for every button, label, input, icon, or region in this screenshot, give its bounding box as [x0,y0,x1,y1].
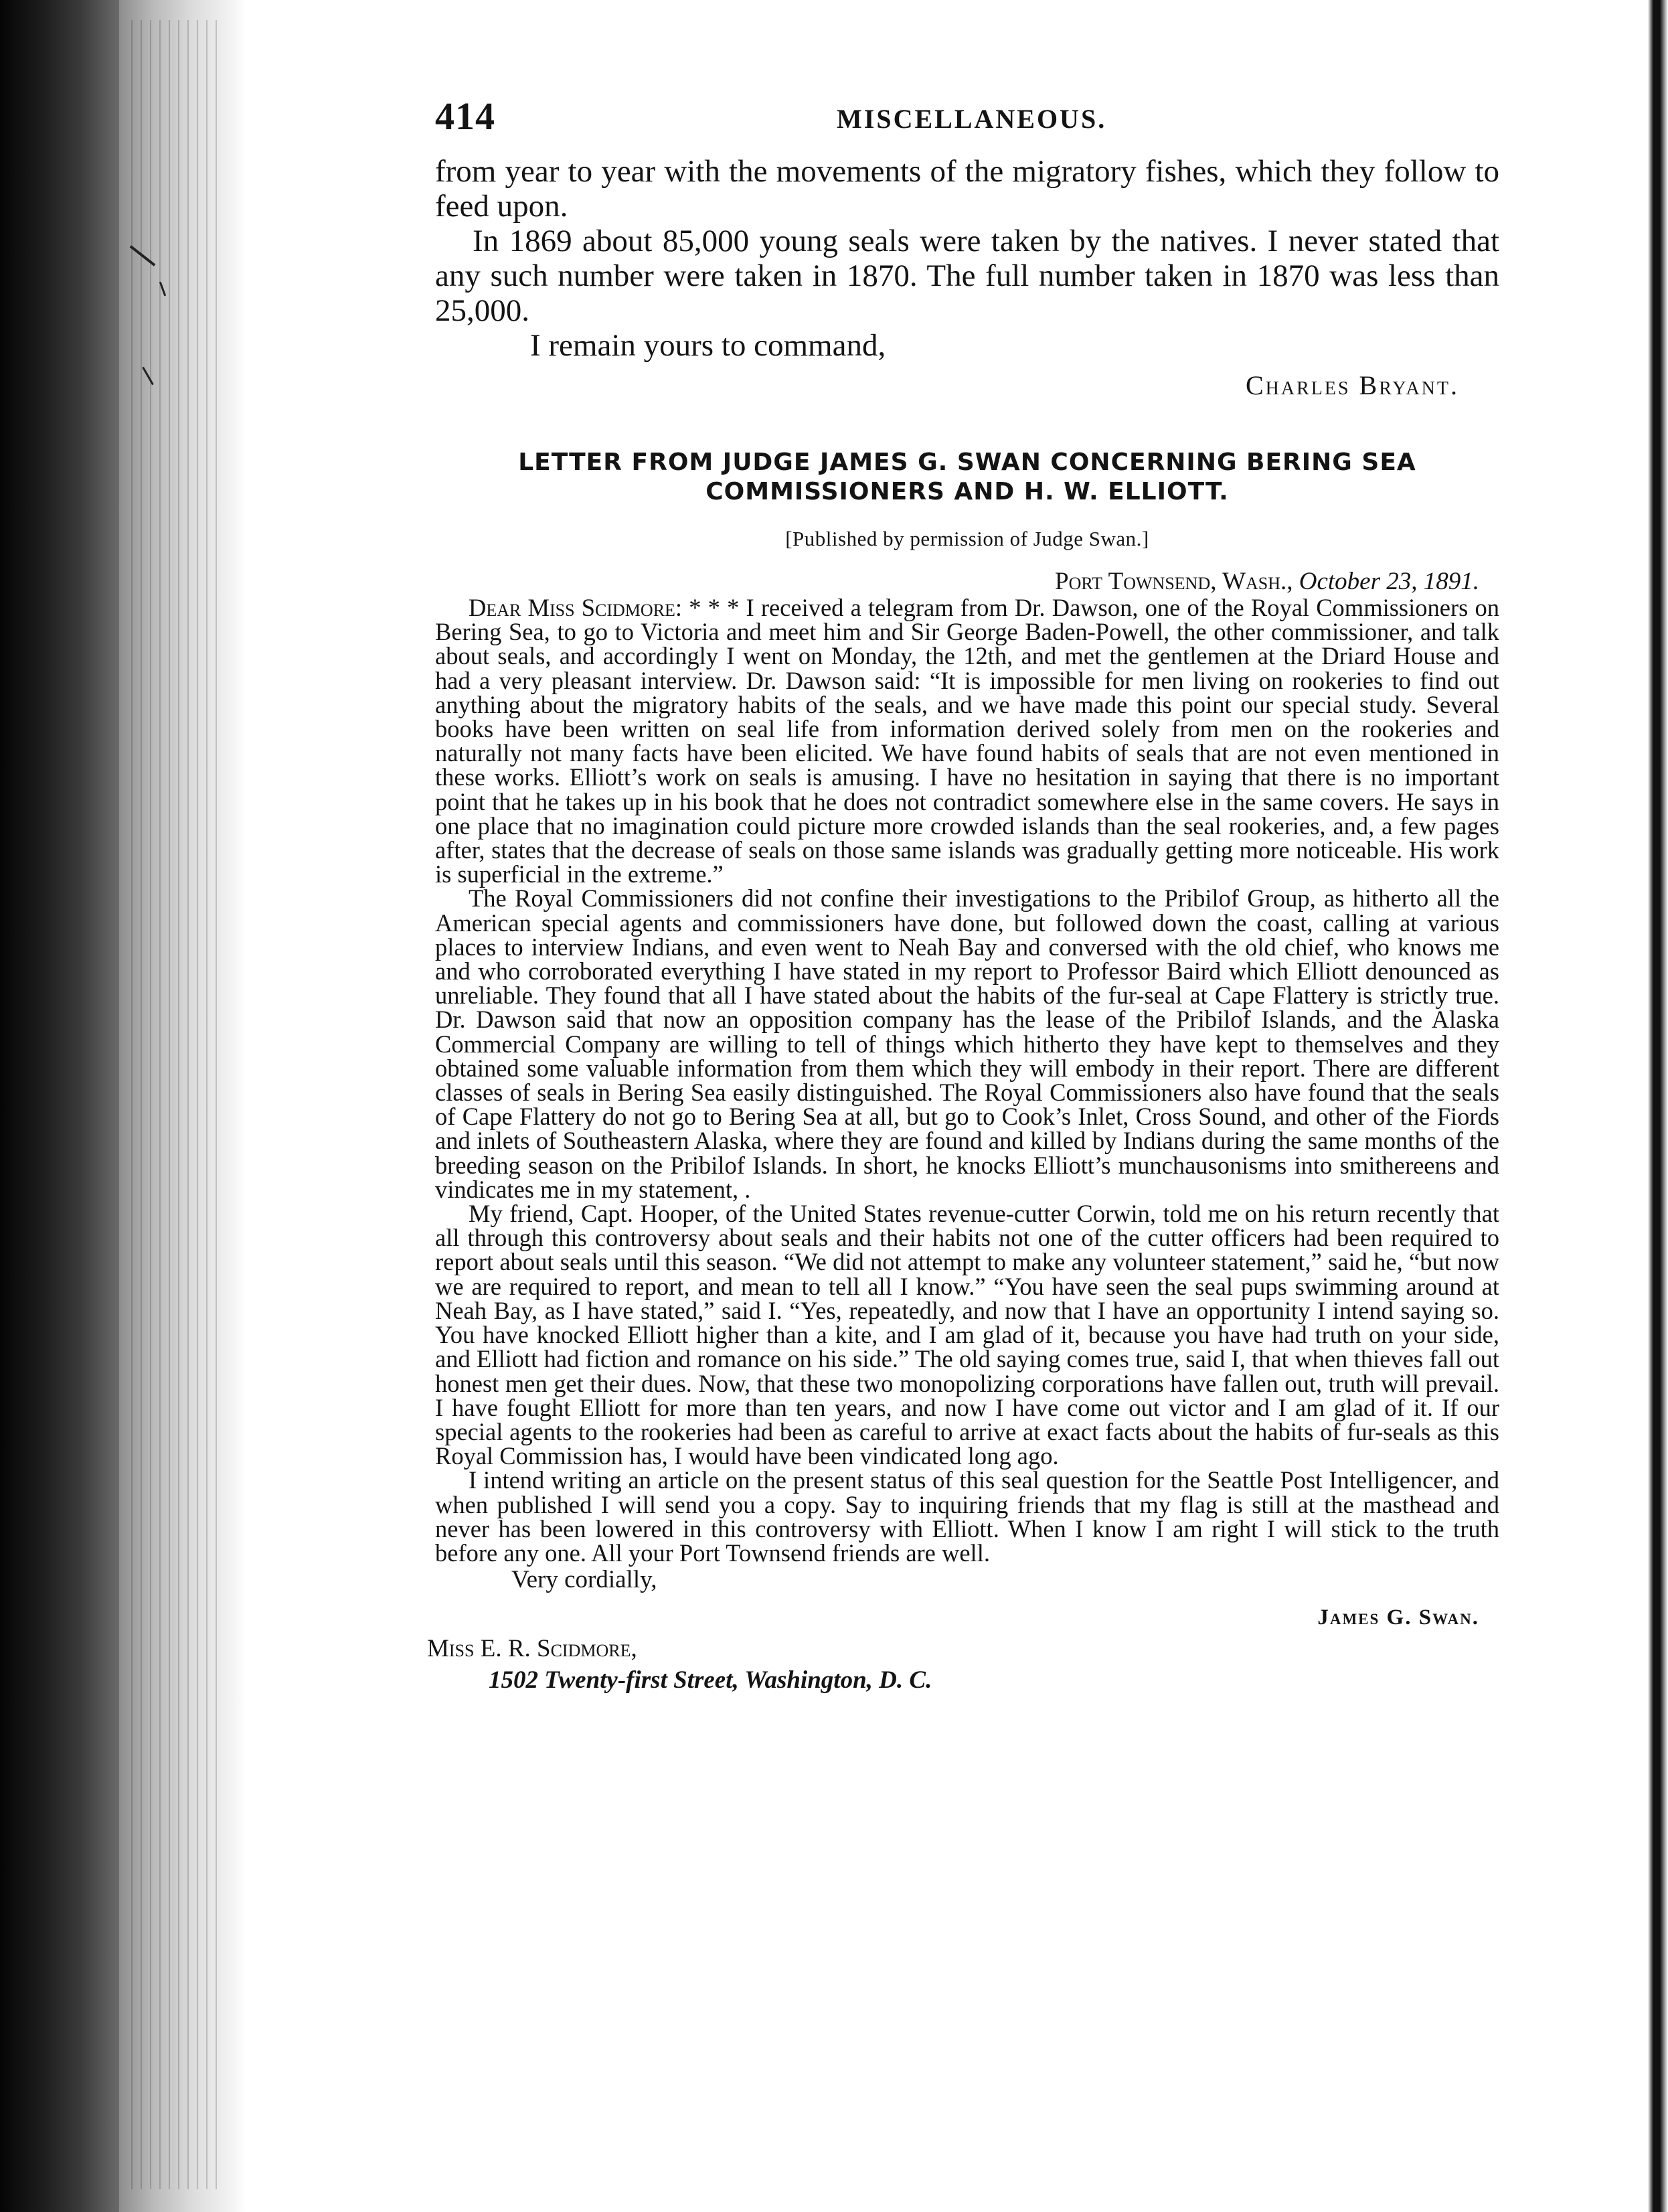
dateline-place: Port Townsend, Wash., [1055,568,1293,595]
bryant-signature: Charles Bryant. [1245,370,1459,400]
published-note: [Published by permission of Judge Swan.] [785,527,1149,550]
letter-paragraph: My friend, Capt. Hooper, of the United States revenue-cutter Corwin, told me on his return recently that all through this controversy about seals and their habits not one of the cutter officers had been required to report about seals until this season. “We did not attempt to make any volunteer statement,” said he, “but now we are required to report, and mean to tell all I know.” “You have seen the seal pups swimming around at Neah Bay, as I have stated,” said I. “Yes, repeatedly, and now that I have an opportunity I intend saying so. You have knocked Elliott higher than a kite, and I am glad of it, because you have had truth on your side, and Elliott had fiction and romance on his side.” The old saying comes true, said I, that when thieves fall out honest men get their dues. Now, that these two monopolizing corporations have fallen out, truth will prevail. I have fought Elliott for more than ten years, and now I have come out victor and I am glad of it. If our special agents to the rookeries had been as careful to arrive at exact facts about the habits of fur-seals as this Royal Commission has, I would have been vindicated long ago. [435,1200,1499,1470]
bryant-closing: I remain yours to command, [530,328,886,363]
bryant-paragraph: from year to year with the movements of the migratory fishes, which they follow to feed upon. [435,154,1499,224]
headline-line: LETTER FROM JUDGE JAMES G. SWAN CONCERNING BERING SEA [518,449,1416,476]
page-edge-lines [131,20,225,2189]
dateline [435,567,1479,596]
salutation: Dear Miss Scidmore: [469,594,683,621]
page-number: 414 [435,94,495,138]
letter-closing: Very cordially, [511,1566,657,1594]
swan-signature: James G. Swan. [1317,1605,1479,1630]
page-content [427,94,1500,1694]
book-binding-shadow [0,0,119,2212]
bryant-paragraph: In 1869 about 85,000 young seals were taken by the natives. I never stated that any such number were taken in 1870. The full number taken in 1870 was less than 25,000. [435,224,1499,328]
paragraph-text: * * * I received a telegram from Dr. Dawson, one of the Royal Commissioners on Bering Sea, to go to Victoria and meet him and Sir George Baden-Powell, the other commissioner, and talk about seals, and accordingly I went on Monday, the 12th, and met the gentlemen at the Driard House and had a very pleasant interview. Dr. Dawson said: “It is impossible for men living on rookeries to find out anything about the migratory habits of the seals, and we have made this point our special study. Several books have been written on seal life from information derived solely from men on the rookeries and naturally not many facts have been elicited. We have found habits of seals that are not even mentioned in these works. Elliott’s work on seals is amusing. I have no hesitation in saying that there is no important point that he takes up in his book that he does not contradict somewhere else in the same covers. He says in one place that no imagination could picture more crowded islands than the seal rookeries, and, a few pages after, states that the decrease of seals on those same islands was gradually getting more noticeable. His work is superficial in the extreme.” [435,594,1500,888]
addressee: Miss E. R. Scidmore, [427,1635,637,1663]
running-title: MISCELLANEOUS. [837,104,1107,134]
letter-headline [435,448,1499,507]
letter-paragraph: I intend writing an article on the present status of this seal question for the Seattle Post Intelligencer, and when published I will send you a copy. Say to inquiring friends that my flag is still at the masthead and never has been lowered in this controversy with Elliott. When I know I am right I will stick to the truth before any one. All your Port Townsend friends are well. [435,1466,1499,1567]
letter-paragraph: The Royal Commissioners did not confine their investigations to the Pribilof Group, as hitherto all the American special agents and commissioners have done, but followed down the coast, calling at various places to interview Indians, and even went to Neah Bay and conversed with the old chief, who knows me and who corroborated everything I have stated in my report to Professor Baird which Elliott denounced as unreliable. They found that all I have stated about the habits of the fur-seal at Cape Flattery is strictly true. Dr. Dawson said that now an opposition company has the lease of the Pribilof Islands, and the Alaska Commercial Company are willing to tell of things which hitherto they have kept to themselves and they obtained some valuable information from them which they will embody in their report. There are different classes of seals in Bering Sea easily distinguished. The Royal Commissioners also have found that the seals of Cape Flattery do not go to Bering Sea at all, but go to Cook’s Inlet, Cross Sound, and other of the Fiords and inlets of Southeastern Alaska, where they are found and killed by Indians during the same months of the breeding season on the Pribilof Islands. In short, he knocks Elliott’s munchausonisms into smithereens and vindicates me in my statement, . [435,884,1499,1203]
headline-line: COMMISSIONERS AND H. W. ELLIOTT. [705,478,1229,505]
address: 1502 Twenty-first Street, Washington, D. C. [489,1666,932,1694]
page-border-rule [1648,0,1668,2212]
letter-body [435,596,1499,1565]
running-head [435,94,1499,154]
letter-paragraph [435,596,1499,886]
dateline-date: October 23, 1891. [1299,568,1479,595]
